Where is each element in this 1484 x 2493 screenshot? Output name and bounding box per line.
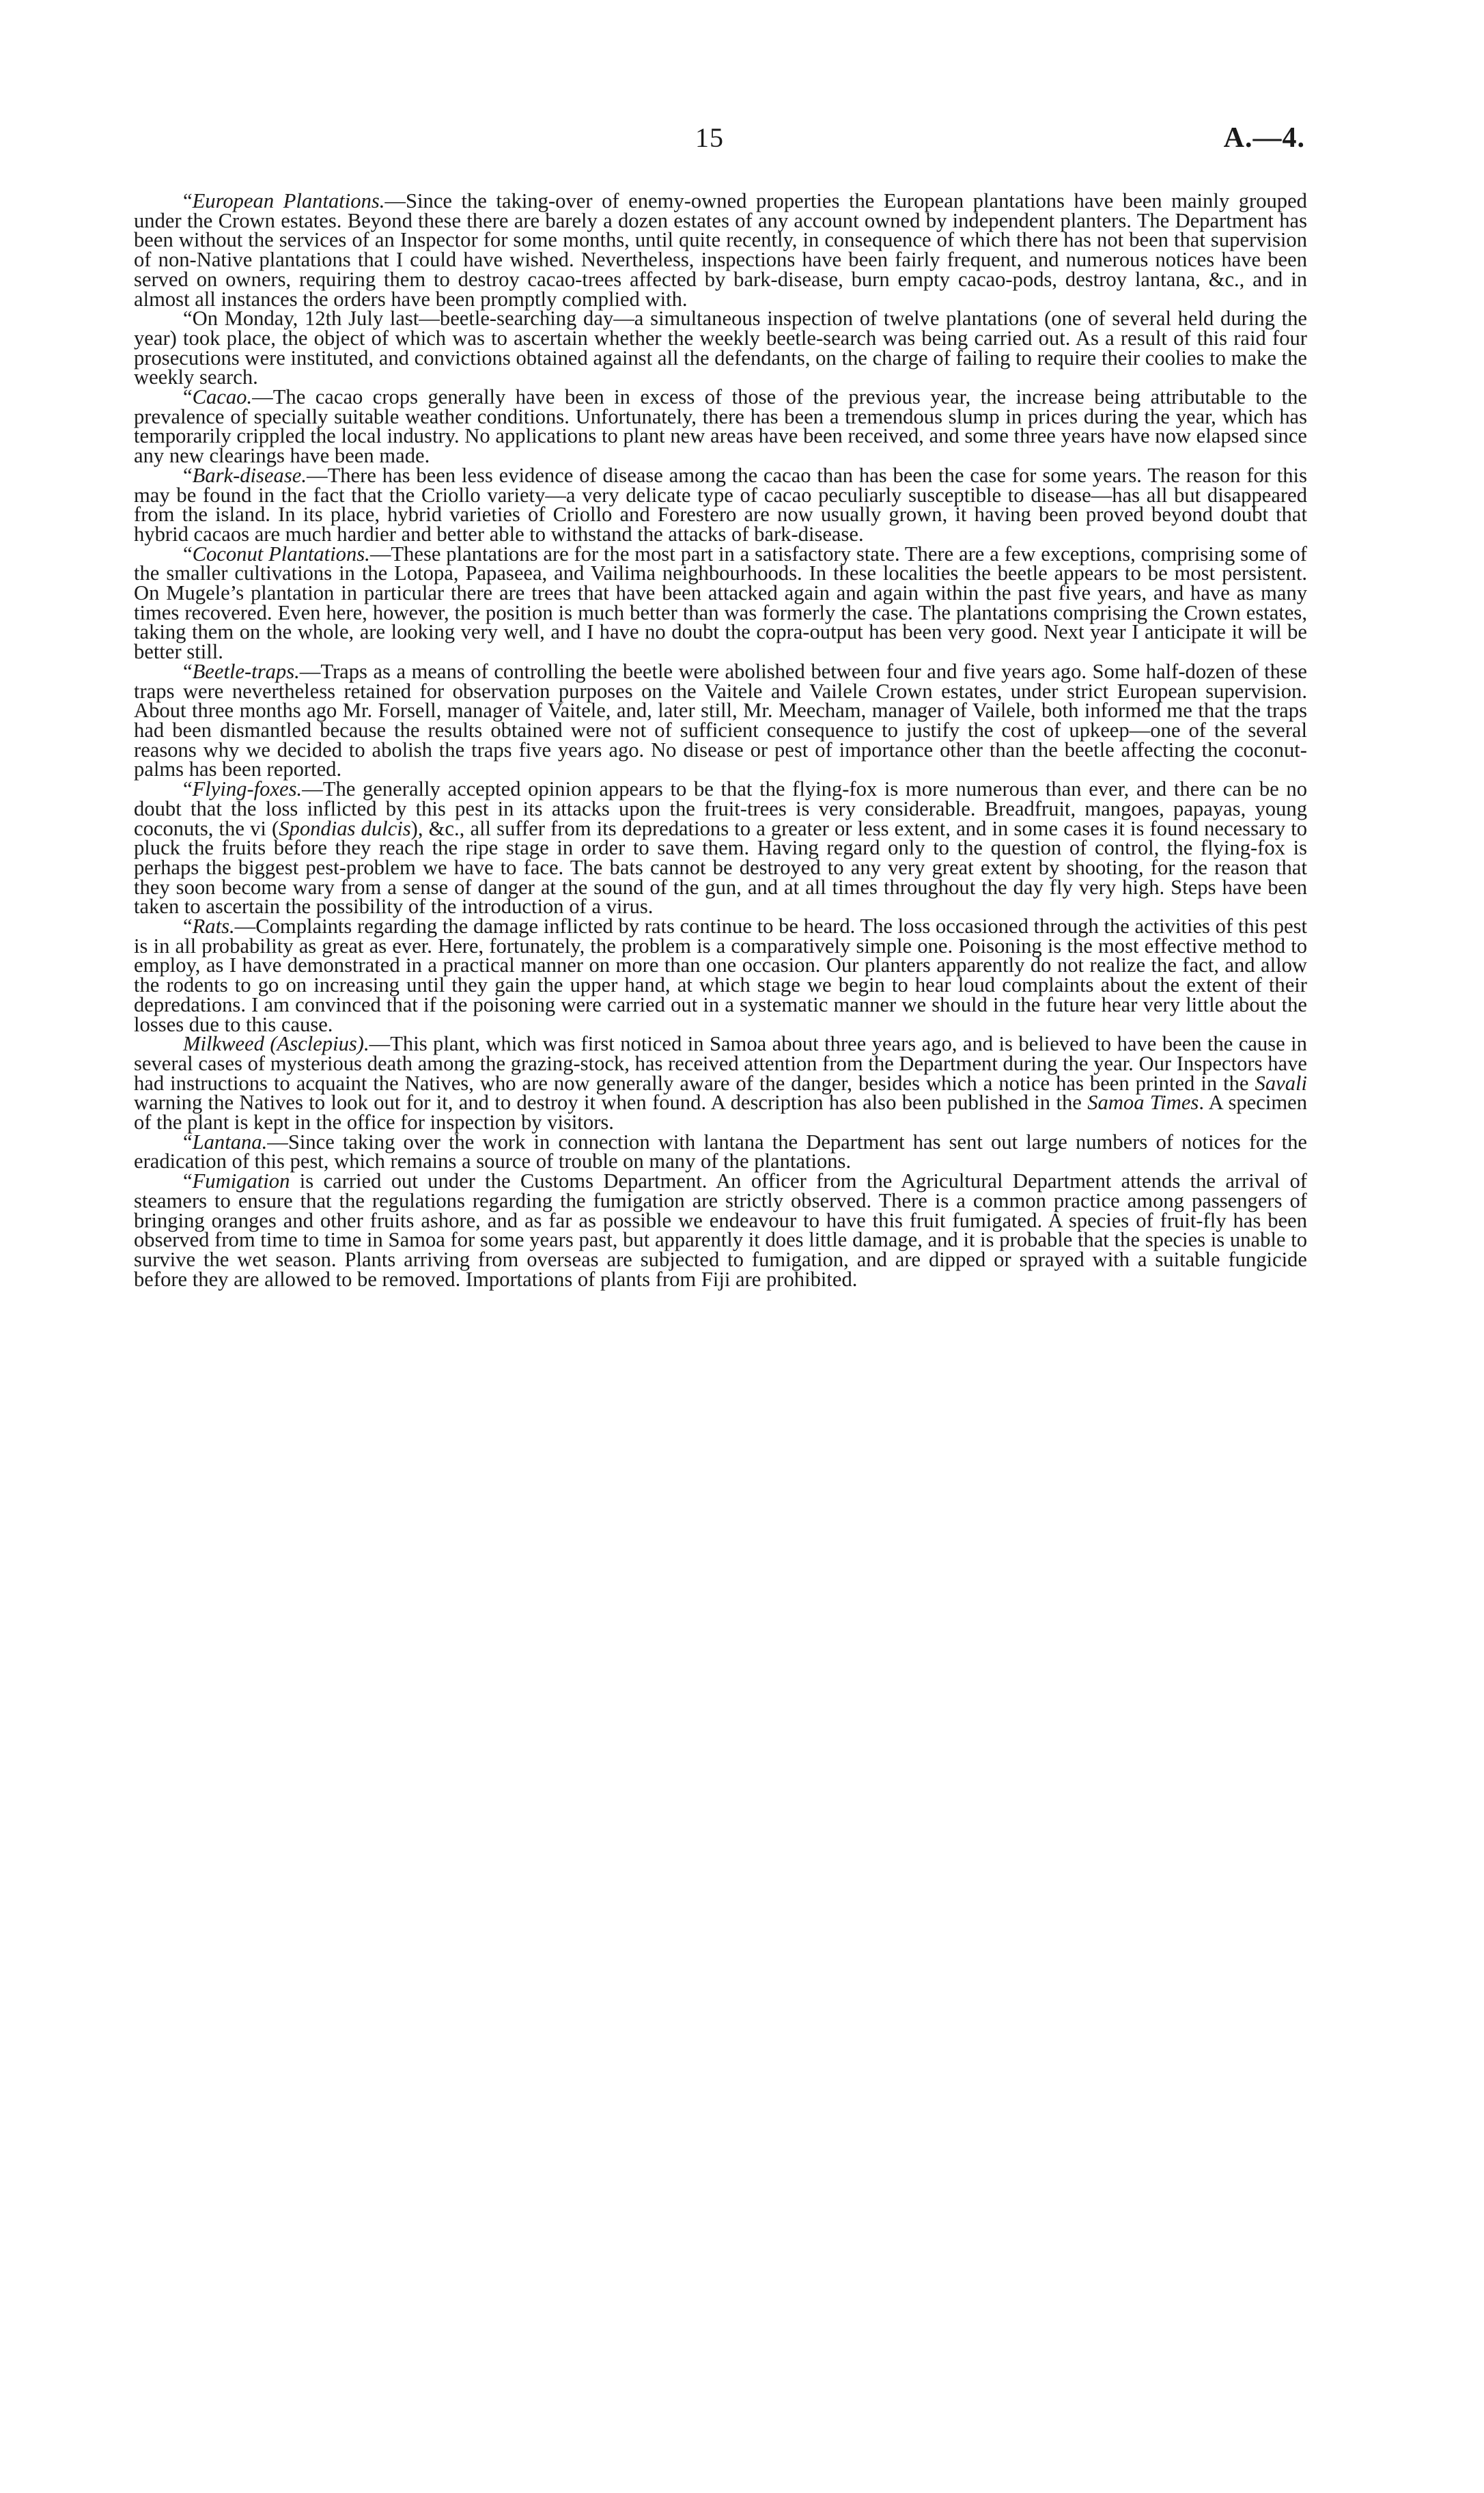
species-name: Spondias dulcis	[279, 816, 411, 840]
paragraph-beetle-search-inspection: “On Monday, 12th July last—beetle-searching day—a simultaneous inspection of twelve plantations (one of several held during the year) took place, the object of which was to ascertain whether the weekly beetle-search was being carried out. As a result of this raid four prosecutions were instituted, and convictions obtained against all the defendants, on the charge of failing to require their coolies to make the weekly search.	[134, 307, 1307, 389]
page-number: 15	[695, 122, 724, 153]
paragraph-flying-foxes: “Flying-foxes.—The generally accepted opinion appears to be that the flying-fox is more numerous than ever, and there can be no doubt that the loss inflicted by this pest in its attacks upon the fruit-trees is very considerable. Breadfruit, mangoes, papayas, young coconuts, the vi (Spondias dulcis), &c., all suffer from its depredations to a greater or less extent, and in some cases it is found necessary to pluck the fruits before they reach the ripe stage in order to save them. Having regard only to the question of control, the flying-fox is perhaps the biggest pest-problem we have to face. The bats cannot be destroyed to any very great extent by shooting, for the reason that they soon become wary from a sense of danger at the sound of the gun, and at all times throughout the day fly very high. Steps have been taken to ascertain the possibility of the introduction of a virus.	[134, 777, 1307, 919]
paragraph-beetle-traps: “Beetle-traps.—Traps as a means of controlling the beetle were abolished between four and five years ago. Some half-dozen of these traps were nevertheless retained for observation purposes on the Vaitele and Vailele Crown estates, under strict European supervision. About three months ago Mr. Forsell, manager of Vaitele, and, later still, Mr. Meecham, manager of Vailele, both informed me that the traps had been dismantled because the results obtained were not of sufficient consequence to justify the cost of upkeep—one of the several reasons why we decided to abolish the traps five years ago. No disease or pest of importance other than the beetle affecting the coconut-palms has been reported.	[134, 659, 1307, 781]
section-heading: Bark-disease.	[192, 463, 307, 487]
publication-name: Savali	[1255, 1071, 1307, 1095]
paragraph-fumigation: “Fumigation is carried out under the Customs Department. An officer from the Agricultural Department attends the arrival of steamers to ensure that the regulations regarding the fumigation are strictly observed. There is a common practice among passengers of bringing oranges and other fruits ashore, and as far as possible we endeavour to have this fruit fumigated. A species of fruit-fly has been observed from time to time in Samoa for some years past, but apparently it does little damage, and it is probable that the species is unable to survive the wet season. Plants arriving from overseas are subjected to fumigation, and are dipped or sprayed with a suitable fungicide before they are allowed to be removed. Importations of plants from Fiji are prohibited.	[134, 1169, 1307, 1291]
section-heading: Coconut Plantations.	[192, 542, 370, 566]
report-body	[134, 191, 1307, 1289]
section-heading: Fumigation	[192, 1169, 290, 1193]
section-heading: Lantana.	[192, 1130, 268, 1154]
publication-name: Samoa Times	[1087, 1091, 1199, 1115]
section-heading: Milkweed (Asclepius).	[183, 1032, 369, 1056]
section-heading: European Plantations.	[192, 189, 385, 212]
section-heading: Beetle-traps.	[192, 659, 300, 683]
section-heading: Cacao.	[192, 385, 253, 409]
paragraph-coconut-plantations: “Coconut Plantations.—These plantations are for the most part in a satisfactory state. There are a few exceptions, comprising some of the smaller cultivations in the Lotopa, Papaseea, and Vailima neighbourhoods. In these localities the beetle appears to be most persistent. On Mugele’s plantation in particular there are trees that have been attacked again and again within the past five years, and have as many times recovered. Even here, however, the position is much better than was formerly the case. The plantations comprising the Crown estates, taking them on the whole, are looking very well, and I have no doubt the copra-output has been very good. Next year I anticipate it will be better still.	[134, 542, 1307, 664]
document-reference: A.—4.	[1223, 122, 1305, 154]
paragraph-rats: “Rats.—Complaints regarding the damage inflicted by rats continue to be heard. The loss occasioned through the activities of this pest is in all probability as great as ever. Here, fortunately, the problem is a comparatively simple one. Poisoning is the most effective method to employ, as I have demonstrated in a practical manner on more than one occasion. Our planters apparently do not realize the fact, and allow the rodents to go on increasing until they gain the upper hand, at which stage we begin to hear loud complaints about the extent of their depredations. I am convinced that if the poisoning were carried out in a systematic manner we should in the future hear very little about the losses due to this cause.	[134, 915, 1307, 1036]
section-heading: Flying-foxes.	[192, 777, 303, 801]
paragraph-european-plantations: “European Plantations.—Since the taking-over of enemy-owned properties the European plantations have been mainly grouped under the Crown estates. Beyond these there are barely a dozen estates of any account owned by independent planters. The Department has been without the services of an Inspector for some months, until quite recently, in consequence of which there has not been that supervision of non-Native plantations that I could have wished. Nevertheless, inspections have been fairly frequent, and numerous notices have been served on owners, requiring them to destroy cacao-trees affected by bark-disease, burn empty cacao-pods, destroy lantana, &c., and in almost all instances the orders have been promptly complied with.	[134, 189, 1307, 311]
paragraph-lantana: “Lantana.—Since taking over the work in connection with lantana the Department has sent out large numbers of notices for the eradication of this pest, which remains a source of trouble on many of the plantations.	[134, 1130, 1307, 1173]
paragraph-bark-disease: “Bark-disease.—There has been less evidence of disease among the cacao than has been the case for some years. The reason for this may be found in the fact that the Criollo variety—a very delicate type of cacao peculiarly susceptible to disease—has all but disappeared from the island. In its place, hybrid varieties of Criollo and Forestero are now usually grown, it having been proved beyond doubt that hybrid cacaos are much hardier and better able to withstand the attacks of bark-disease.	[134, 463, 1307, 546]
paragraph-milkweed: Milkweed (Asclepius).—This plant, which was first noticed in Samoa about three years ago, and is believed to have been the cause in several cases of mysterious death among the grazing-stock, has received attention from the Department during the year. Our Inspectors have had instructions to acquaint the Natives, who are now generally aware of the danger, besides which a notice has been printed in the Savali warning the Natives to look out for it, and to destroy it when found. A description has also been published in the Samoa Times. A specimen of the plant is kept in the office for inspection by visitors.	[134, 1032, 1307, 1134]
paragraph-cacao: “Cacao.—The cacao crops generally have been in excess of those of the previous year, the increase being attributable to the prevalence of specially suitable weather conditions. Unfortunately, there has been a tremendous slump in prices during the year, which has temporarily crippled the local industry. No applications to plant new areas have been received, and some three years have now elapsed since any new clearings have been made.	[134, 385, 1307, 468]
page-header	[0, 122, 1484, 163]
section-heading: Rats.	[192, 915, 235, 938]
